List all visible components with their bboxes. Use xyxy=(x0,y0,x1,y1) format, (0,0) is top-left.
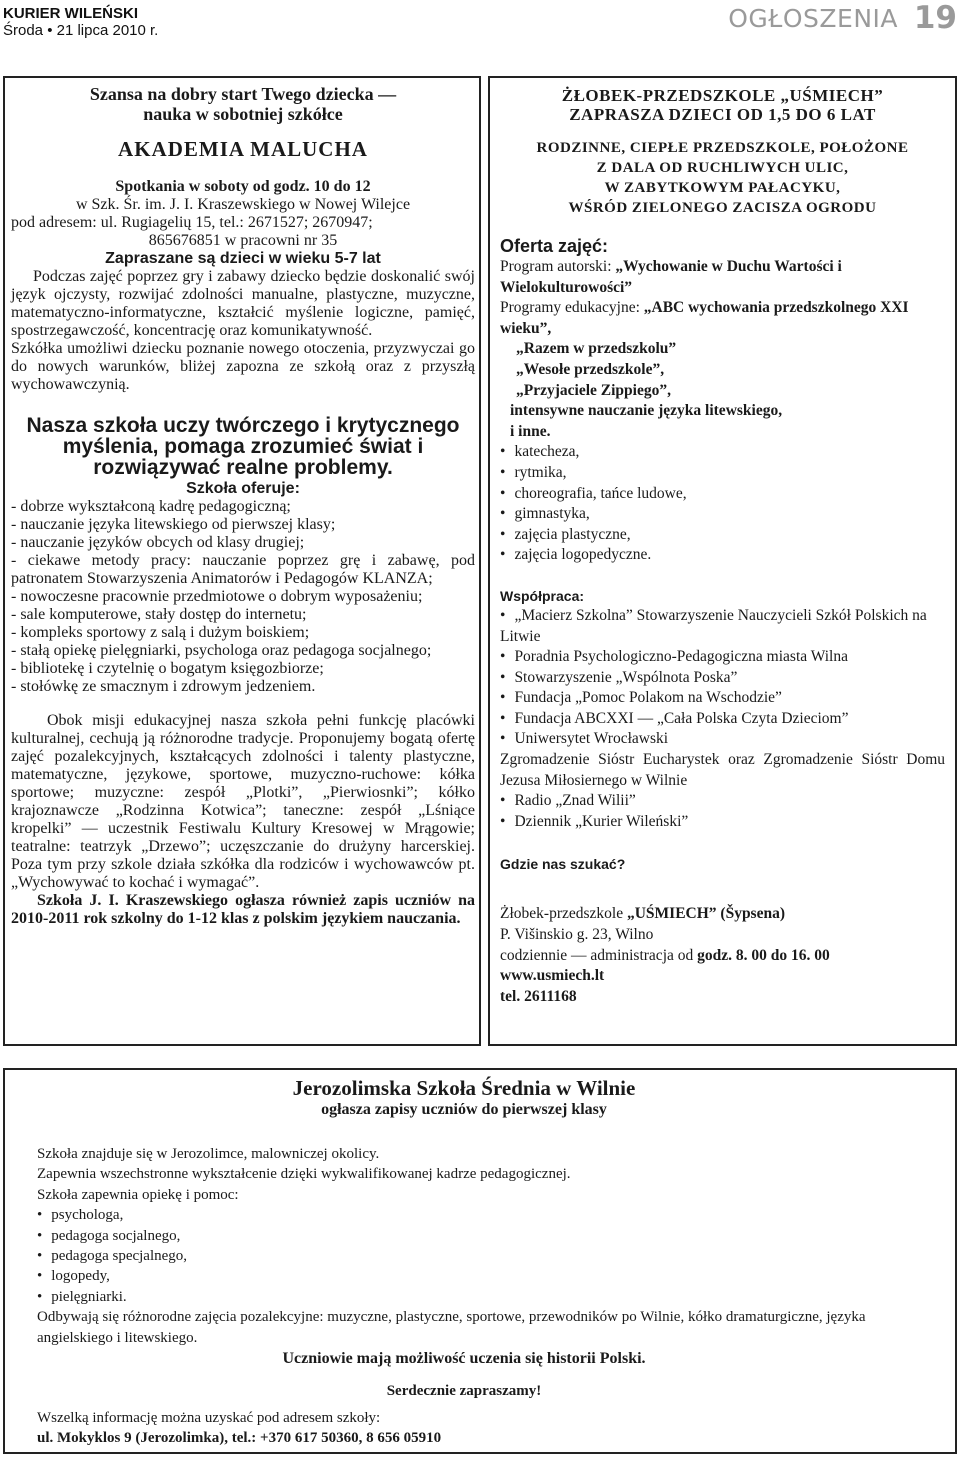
offer-item: - nauczanie języka litewskiego od pierwszej klasy; xyxy=(11,516,336,533)
programs-block xyxy=(500,257,945,442)
activity-item: • rytmika, xyxy=(500,463,945,484)
offer-item: - bibliotekę i czytelnię o bogatym księgozbiorze; xyxy=(11,660,324,677)
program-item: „Razem w przedszkolu” xyxy=(516,340,677,358)
hours-value: godz. 8. 00 do 16. 00 xyxy=(697,946,830,964)
programs-value: „ABC wychowania przedszkolnego XXI wieku”, xyxy=(500,299,909,337)
hours-label: codziennie — administracja od xyxy=(500,946,698,964)
school-contact: ul. Mokyklos 9 (Jerozolimka), tel.: +370 617 50360, 8 656 05910 xyxy=(37,1430,442,1447)
mission-paragraph: Obok misji edukacyjnej nasza szkoła pełni funkcję placówki kulturalnej, cechują ją różnorodne tradycje. Proponujemy bogatą ofertę zajęć pozalekcyjnych, kształcących zdolności i talenty plastyczne, matematyczne, językowe, sportowe, muzyczno-ruchowe: kółka sportowe; muzyczne: zespół „Plotki”, „Pierwiosnki”; kółko krajoznawcze „Rodzinna Kotwica”; taneczne: zespół „Lśniące kropelki” — uczestnik Festiwalu Kultury Kresowej w Mrągowie; teatralne: teatrzyk „Drzewo”; uczęszczanie do drużyny harcerskiej. Poza tym przy szkole działa szkółka dla rodziców i wychowawców pt. „Wychowywać to kochać i wymagać”. xyxy=(11,712,475,891)
history-notice: Uczniowie mają możliwość uczenia się historii Polski. xyxy=(282,1350,646,1368)
partner-item: • Fundacja „Pomoc Polakom na Wschodzie” xyxy=(500,688,945,709)
program-item: i inne. xyxy=(510,422,551,440)
education-text: Zapewnia wszechstronne wykształcenie dzięki wykwalifikowanej kadrze pedagogicznej. xyxy=(37,1166,571,1183)
activity-item: • zajęcia logopedyczne. xyxy=(500,545,945,566)
masthead xyxy=(3,5,158,39)
ad-akademia-malucha xyxy=(3,76,481,1046)
welcome-text: Serdecznie zapraszamy! xyxy=(386,1383,542,1400)
ad-title-line2: nauka w sobotniej szkółce xyxy=(143,104,343,124)
care-item: • psychologa, xyxy=(37,1205,955,1225)
offer-item: - ciekawe metody pracy: nauczanie poprzez grę i zabawę, pod patronatem Stowarzyszenia Animatorów i Pedagogów KLANZA; xyxy=(11,552,475,587)
section-title: OGŁOSZENIA xyxy=(728,4,898,33)
care-item: • pielęgniarki. xyxy=(37,1287,955,1307)
kindergarten-address: P. Višinskio g. 23, Wilno xyxy=(500,926,654,944)
school-details xyxy=(37,1144,955,1205)
activity-item: • zajęcia plastyczne, xyxy=(500,525,945,546)
offer-item: - kompleks sportowy z salą i dużym boiskiem; xyxy=(11,624,310,641)
page-header xyxy=(0,0,960,50)
offer-item: - sale komputerowe, stały dostęp do internetu; xyxy=(11,606,307,623)
paragraph-adaptation: Szkółka umożliwi dziecku poznanie nowego otoczenia, przyzwyczai go do nowych warunków, bliżej zapozna ze szkołą oraz z przyszłą wychowawczynią. xyxy=(11,340,475,393)
phone-text: 865676851 w pracowni nr 35 xyxy=(148,232,338,249)
paper-name: KURIER WILEŃSKI xyxy=(3,5,138,22)
description-line: RODZINNE, CIEPŁE PRZEDSZKOLE, POŁOŻONE xyxy=(536,140,909,156)
description-line: WŚRÓD ZIELONEGO ZACISZA OGRODU xyxy=(568,200,877,216)
contact-block xyxy=(500,904,945,1007)
ad-jerozolimska-school xyxy=(3,1068,957,1454)
program-item: „Wesołe przedszkole”, xyxy=(516,360,665,378)
ad-title-line1: Szansa na dobry start Twego dziecka — xyxy=(89,84,397,104)
spotkania-text: Spotkania w soboty od godz. 10 do 12 xyxy=(115,178,371,195)
ad-zlobek-usmiech xyxy=(488,76,957,1046)
partner-item: • Stowarzyszenie „Wspólnota Poska” xyxy=(500,668,945,689)
description-line: W ZABYTKOWYM PAŁACYKU, xyxy=(604,180,841,196)
description-line: Z DALA OD RUCHLIWYCH ULIC, xyxy=(596,160,849,176)
activity-item: • choreografia, tańce ludowe, xyxy=(500,484,945,505)
offer-item: - stałą opiekę pielęgniarki, psychologa oraz pedagoga socjalnego; xyxy=(11,642,432,659)
paragraph-skills: Podczas zajęć poprzez gry i zabawy dziecko będzie doskonalić swój język ojczysty, rozwijać zdolności manualne, plastyczne, muzyczne, matematyczno-informatyczne, kształcić myślenie logiczne, pamięć, spostrzegawczość, koncentrację oraz komunikatywność. xyxy=(11,268,475,339)
extracurricular-text: Odbywają się różnorodne zajęcia pozalekcyjne: muzyczne, plastyczne, sportowe, przewodników po Wilnie, kółko dramaturgiczne, języka angielskiego i litewskiego. xyxy=(37,1309,866,1346)
issue-date: Środa • 21 lipca 2010 r. xyxy=(3,22,159,39)
activity-item: • gimnastyka, xyxy=(500,504,945,525)
school-motto: Nasza szkoła uczy twórczego i krytycznego myślenia, pomaga zrozumieć świat i rozwiązywać realne problemy. xyxy=(26,414,460,479)
page-number: 19 xyxy=(913,0,957,36)
activity-item: • katecheza, xyxy=(500,442,945,463)
kindergarten-description xyxy=(500,138,945,218)
program-label: Program autorski: xyxy=(500,258,616,275)
care-list xyxy=(37,1205,955,1307)
kindergarten-title: ŻŁOBEK-PRZEDSZKOLE „UŚMIECH” xyxy=(561,86,884,105)
offer-heading: Oferta zajęć: xyxy=(500,236,609,256)
phone-number: tel. 2611168 xyxy=(500,987,577,1005)
akademia-heading: AKADEMIA MALUCHA xyxy=(118,137,368,161)
info-text: Wszelką informację można uzyskać pod adresem szkoły: xyxy=(37,1409,381,1426)
offer-list xyxy=(11,498,475,696)
offer-item: - nowoczesne pracownie przedmiotowe o dobrym wyposażeniu; xyxy=(11,588,423,605)
activities-list xyxy=(500,442,945,566)
partner-item: • Radio „Znad Wilii” xyxy=(500,791,945,812)
partners-list xyxy=(500,606,945,750)
media-partners-list xyxy=(500,791,945,832)
partner-item: • Poradnia Psychologiczno-Pedagogiczna miasta Wilna xyxy=(500,647,945,668)
website-link[interactable]: www.usmiech.lt xyxy=(500,967,605,985)
care-item: • pedagoga specjalnego, xyxy=(37,1246,955,1266)
partner-item: • Uniwersytet Wrocławski xyxy=(500,729,945,750)
enrollment-notice: Szkoła J. I. Kraszewskiego ogłasza również zapis uczniów na 2010-2011 rok szkolny do 1-12 klas z polskim językiem nauczania. xyxy=(11,892,475,927)
kindergarten-label: Żłobek-przedszkole xyxy=(500,905,627,923)
offer-item: - dobrze wykształconą kadrę pedagogiczną; xyxy=(11,498,291,515)
partner-item: • Dziennik „Kurier Wileński” xyxy=(500,812,945,833)
program-item: „Przyjaciele Zippiego”, xyxy=(516,381,671,399)
care-item: • logopedy, xyxy=(37,1266,955,1286)
offer-heading: Szkoła oferuje: xyxy=(186,480,300,497)
offer-item: - stołówkę ze smacznym i zdrowym jedzeniem. xyxy=(11,678,316,695)
cooperation-heading: Współpraca: xyxy=(500,587,585,604)
kindergarten-ages: ZAPRASZA DZIECI OD 1,5 DO 6 LAT xyxy=(569,105,876,124)
programs-label: Programy edukacyjne: xyxy=(500,299,644,317)
location-text: Szkoła znajduje się w Jerozolimce, malowniczej okolicy. xyxy=(37,1146,380,1162)
age-invitation: Zapraszane są dzieci w wieku 5-7 lat xyxy=(105,250,381,267)
partner-item: • „Macierz Szkolna” Stowarzyszenie Nauczycieli Szkół Polskich na Litwie xyxy=(500,606,945,647)
care-intro: Szkoła zapewnia opiekę i pomoc: xyxy=(37,1186,239,1203)
care-item: • pedagoga socjalnego, xyxy=(37,1226,955,1246)
kindergarten-name: „UŚMIECH” (Šypsena) xyxy=(626,905,786,923)
partner-item: • Fundacja ABCXXI — „Cała Polska Czyta Dzieciom” xyxy=(500,709,945,730)
program-item: intensywne nauczanie języka litewskiego, xyxy=(510,402,783,420)
program-value: „Wychowanie w Duchu Wartości i Wielokulturowości” xyxy=(500,258,842,296)
school-title: Jerozolimska Szkoła Średnia w Wilnie xyxy=(292,1076,636,1100)
school-name: w Szk. Śr. im. J. I. Kraszewskiego w Nowej Wilejce xyxy=(75,196,411,213)
address-text: pod adresem: ul. Rugiagelių 15, tel.: 2671527; 2670947; xyxy=(11,214,373,231)
where-heading: Gdzie nas szukać? xyxy=(500,856,626,873)
school-subtitle: ogłasza zapisy uczniów do pierwszej klasy xyxy=(321,1101,607,1118)
offer-item: - nauczanie języków obcych od klasy drugiej; xyxy=(11,534,305,551)
congregations-text: Zgromadzenie Sióstr Eucharystek oraz Zgromadzenie Sióstr Domu Jezusa Miłosiernego w Wilnie xyxy=(500,751,945,789)
